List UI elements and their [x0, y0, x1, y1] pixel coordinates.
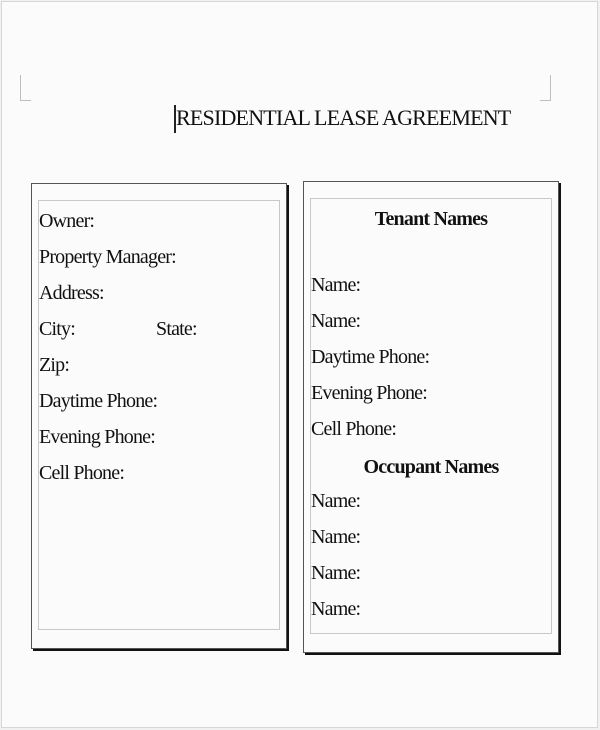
tenant-names-heading: Tenant Names: [374, 208, 488, 230]
owner-cell-phone-label[interactable]: Cell Phone:: [39, 462, 125, 484]
occupant-names-heading: Occupant Names: [363, 456, 499, 478]
occupant-name-1-label[interactable]: Name:: [311, 490, 361, 512]
tenant-name-1-label[interactable]: Name:: [311, 274, 361, 296]
margin-marker-top-left: [20, 75, 31, 101]
owner-evening-phone-label[interactable]: Evening Phone:: [39, 426, 156, 448]
occupant-name-3-label[interactable]: Name:: [311, 562, 361, 584]
tenant-evening-phone-label[interactable]: Evening Phone:: [311, 382, 428, 404]
occupant-name-2-label[interactable]: Name:: [311, 526, 361, 548]
state-label[interactable]: State:: [156, 318, 197, 340]
owner-daytime-phone-label[interactable]: Daytime Phone:: [39, 390, 158, 412]
city-label[interactable]: City:: [39, 318, 76, 340]
zip-label[interactable]: Zip:: [39, 354, 70, 376]
tenant-name-2-label[interactable]: Name:: [311, 310, 361, 332]
tenant-daytime-phone-label[interactable]: Daytime Phone:: [311, 346, 430, 368]
tenant-info-box: [303, 181, 559, 653]
document-title[interactable]: RESIDENTIAL LEASE AGREEMENT: [176, 105, 511, 130]
tenant-info-inner-frame: [310, 198, 552, 634]
owner-info-box: [31, 183, 287, 649]
tenant-cell-phone-label[interactable]: Cell Phone:: [311, 418, 397, 440]
owner-label[interactable]: Owner:: [39, 210, 95, 232]
owner-info-inner-frame: [38, 200, 280, 630]
occupant-name-4-label[interactable]: Name:: [311, 598, 361, 620]
document-page: [1, 1, 598, 728]
address-label[interactable]: Address:: [39, 282, 104, 304]
margin-marker-top-right: [540, 75, 551, 101]
property-manager-label[interactable]: Property Manager:: [39, 246, 176, 268]
